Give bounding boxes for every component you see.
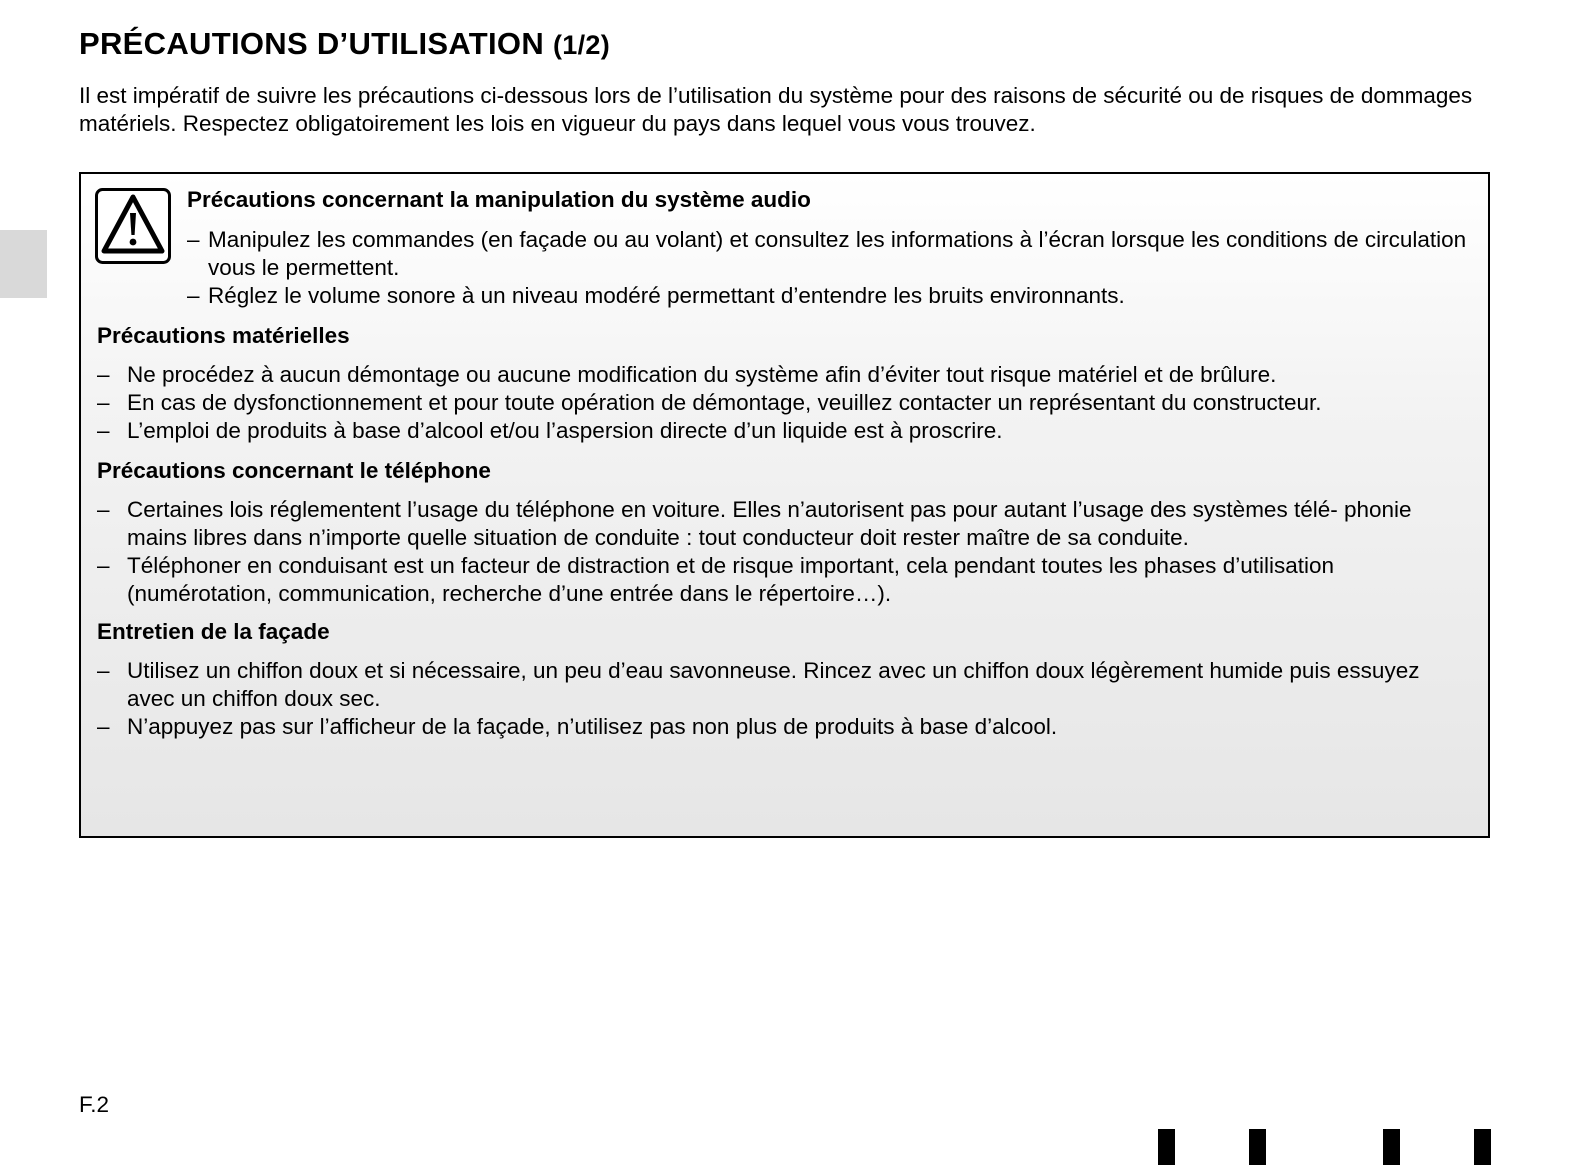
dash: – xyxy=(97,658,110,683)
warning-triangle-icon xyxy=(95,188,171,264)
list-item xyxy=(97,552,1473,608)
section-facade-care xyxy=(97,618,1473,741)
list-item-text: Manipulez les commandes (en façade ou au volant) et consultez les informations à l’écran lorsque les conditions de circulation vous le permettent. xyxy=(208,227,1467,280)
edge-marker xyxy=(1249,1129,1266,1165)
list-item xyxy=(187,226,1477,282)
list-item-text: En cas de dysfonctionnement et pour toute opération de démontage, veuillez contacter un représentant du constructeur. xyxy=(127,390,1322,415)
list-item-text: Utilisez un chiffon doux et si nécessaire, un peu d’eau savonneuse. Rincez avec un chiffon doux légèrement humide puis essuyez avec un chiffon doux sec. xyxy=(127,658,1420,711)
list-item-text: Réglez le volume sonore à un niveau modéré permettant d’entendre les bruits environnants. xyxy=(208,283,1125,308)
page-title xyxy=(79,26,610,62)
list-item-text: Téléphoner en conduisant est un facteur de distraction et de risque important, cela pendant toutes les phases d’utilisation (numérotation, communication, recherche d’une entrée dans le répertoire…). xyxy=(127,553,1335,606)
dash: – xyxy=(97,553,110,578)
list-item-text: Ne procédez à aucun démontage ou aucune modification du système afin d’éviter tout risque matériel et de brûlure. xyxy=(127,362,1277,387)
page-number: F.2 xyxy=(79,1092,110,1117)
section-material xyxy=(97,322,1473,445)
list-item xyxy=(97,417,1473,445)
dash: – xyxy=(97,714,110,739)
list-item-text: Certaines lois réglementent l’usage du téléphone en voiture. Elles n’autorisent pas pour autant l’usage des systèmes télé- phonie mains libres dans n’importe quelle situation de conduite : tout conducteur doit rester maître de sa conduite. xyxy=(127,497,1412,550)
section-audio-handling xyxy=(187,186,1477,310)
dash: – xyxy=(187,227,200,252)
dash: – xyxy=(187,283,200,308)
dash: – xyxy=(97,418,110,443)
list-item xyxy=(97,361,1473,389)
page-title-main: PRÉCAUTIONS D’UTILISATION xyxy=(79,26,545,61)
list-item xyxy=(187,282,1477,310)
list-item-text: N’appuyez pas sur l’afficheur de la façade, n’utilisez pas non plus de produits à base d’alcool. xyxy=(127,714,1058,739)
list-item xyxy=(97,389,1473,417)
list-item xyxy=(97,713,1473,741)
edge-marker xyxy=(1474,1129,1491,1165)
section-title: Entretien de la façade xyxy=(97,619,330,644)
intro-paragraph: Il est impératif de suivre les précautions ci-dessous lors de l’utilisation du système pour des raisons de sécurité ou de risques de dommages matériels. Respectez obligatoirement les lois en vigueur du pays dans lequel vous vous trouvez. xyxy=(79,83,1473,136)
list-item xyxy=(97,496,1473,552)
chapter-tab xyxy=(0,230,47,298)
section-telephone xyxy=(97,457,1473,608)
section-title: Précautions concernant la manipulation du système audio xyxy=(187,187,811,212)
warning-box xyxy=(79,172,1490,838)
dash: – xyxy=(97,390,110,415)
section-title: Précautions concernant le téléphone xyxy=(97,458,491,483)
section-title: Précautions matérielles xyxy=(97,323,350,348)
dash: – xyxy=(97,362,110,387)
dash: – xyxy=(97,497,110,522)
list-item-text: L’emploi de produits à base d’alcool et/ou l’aspersion directe d’un liquide est à proscrire. xyxy=(127,418,1003,443)
list-item xyxy=(97,657,1473,713)
edge-marker xyxy=(1383,1129,1400,1165)
page-title-suffix: (1/2) xyxy=(552,30,610,60)
edge-marker xyxy=(1158,1129,1175,1165)
